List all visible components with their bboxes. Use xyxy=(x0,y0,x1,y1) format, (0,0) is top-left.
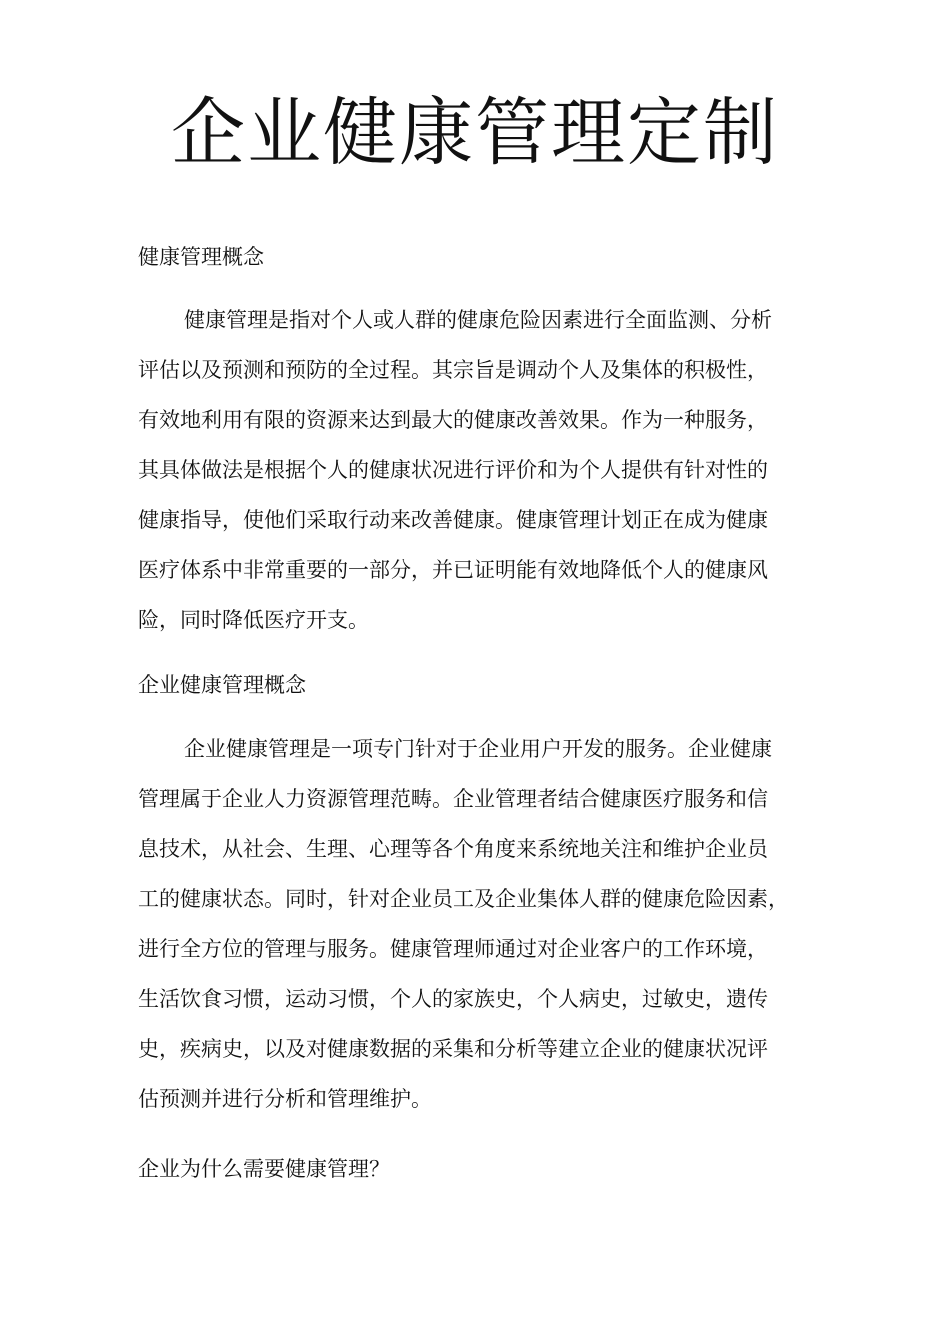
paragraph-line: 史，疾病史，以及对健康数据的采集和分析等建立企业的健康状况评 xyxy=(138,1037,768,1061)
section-heading-enterprise-health-management-concept: 企业健康管理概念 xyxy=(138,673,306,697)
paragraph-line: 险，同时降低医疗开支。 xyxy=(138,608,369,632)
paragraph-line: 企业健康管理是一项专门针对于企业用户开发的服务。企业健康 xyxy=(184,737,772,761)
paragraph-line: 其具体做法是根据个人的健康状况进行评价和为个人提供有针对性的 xyxy=(138,458,768,482)
paragraph-line: 生活饮食习惯，运动习惯，个人的家族史，个人病史，过敏史，遗传 xyxy=(138,987,768,1011)
paragraph-line: 进行全方位的管理与服务。健康管理师通过对企业客户的工作环境， xyxy=(138,937,768,961)
section-heading-health-management-concept: 健康管理概念 xyxy=(138,245,264,269)
paragraph-enterprise-health-management-concept xyxy=(138,734,838,1134)
section-heading-why-enterprise-needs-health-management: 企业为什么需要健康管理？ xyxy=(138,1157,390,1181)
paragraph-line: 健康管理是指对个人或人群的健康危险因素进行全面监测、分析 xyxy=(184,308,772,332)
paragraph-line: 评估以及预测和预防的全过程。其宗旨是调动个人及集体的积极性， xyxy=(138,358,768,382)
paragraph-line: 息技术，从社会、生理、心理等各个角度来系统地关注和维护企业员 xyxy=(138,837,768,861)
paragraph-line: 工的健康状态。同时，针对企业员工及企业集体人群的健康危险因素， xyxy=(138,887,789,911)
paragraph-line: 医疗体系中非常重要的一部分，并已证明能有效地降低个人的健康风 xyxy=(138,558,768,582)
paragraph-line: 健康指导，使他们采取行动来改善健康。健康管理计划正在成为健康 xyxy=(138,508,768,532)
paragraph-line: 有效地利用有限的资源来达到最大的健康改善效果。作为一种服务， xyxy=(138,408,768,432)
paragraph-line: 估预测并进行分析和管理维护。 xyxy=(138,1087,432,1111)
paragraph-line: 管理属于企业人力资源管理范畴。企业管理者结合健康医疗服务和信 xyxy=(138,787,768,811)
document-title: 企业健康管理定制 xyxy=(171,90,779,176)
paragraph-health-management-concept xyxy=(138,305,838,655)
